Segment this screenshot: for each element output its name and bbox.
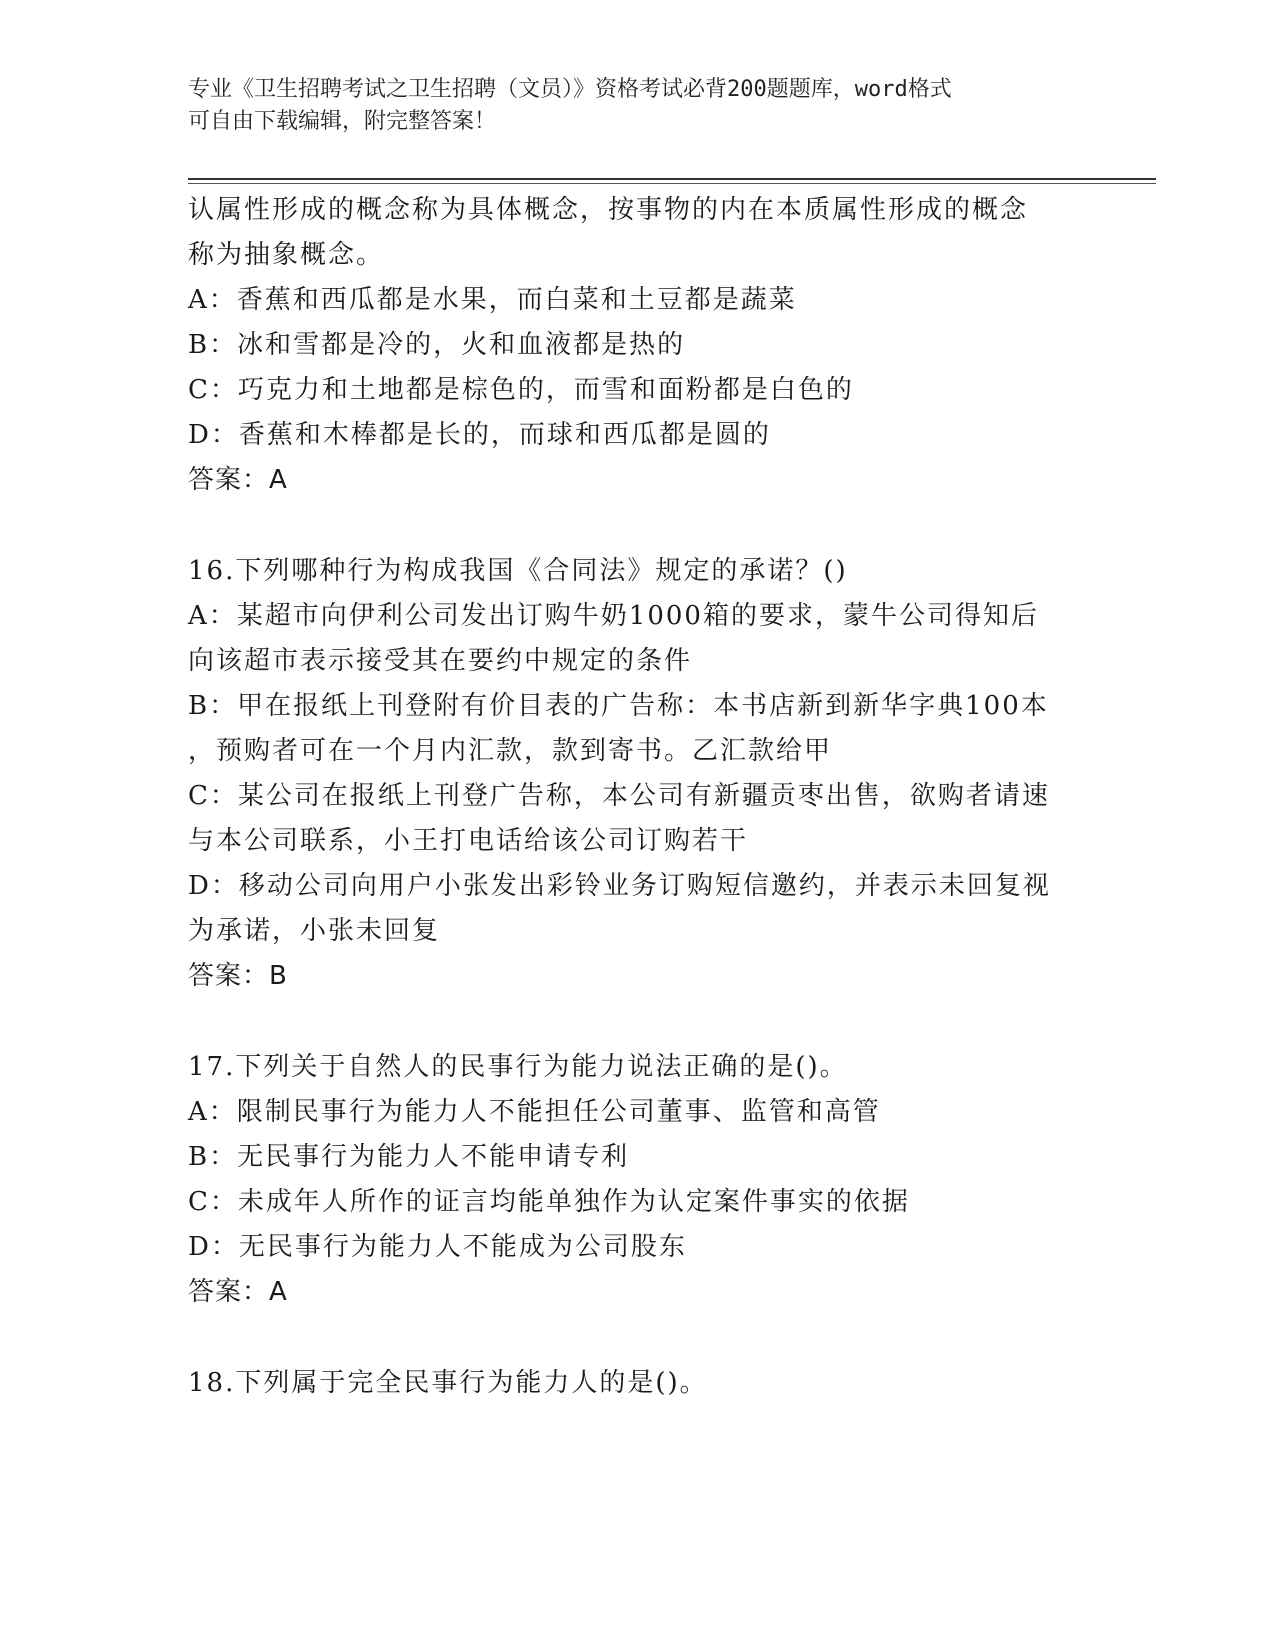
document-header <box>188 74 1088 138</box>
header-divider-thin <box>188 183 1156 184</box>
header-line-2: 可自由下载编辑，附完整答案！ <box>188 109 497 134</box>
option-c-continued: 与本公司联系，小王打电话给该公司订购若干 <box>188 826 749 856</box>
spacer <box>188 999 1088 1045</box>
question-text-line: 认属性形成的概念称为具体概念，按事物的内在本质属性形成的概念 <box>188 195 1029 225</box>
answer-label: 答案：A <box>188 465 288 495</box>
header-line-1: 专业《卫生招聘考试之卫生招聘（文员）》资格考试必背200题题库，word格式 <box>188 77 952 102</box>
option-d: D：无民事行为能力人不能成为公司股东 <box>188 1232 687 1262</box>
option-a: A：某超市向伊利公司发出订购牛奶1000箱的要求，蒙牛公司得知后 <box>188 601 1039 631</box>
option-a: A：限制民事行为能力人不能担任公司董事、监管和高管 <box>188 1097 881 1127</box>
answer-label: 答案：A <box>188 1277 288 1307</box>
option-b: B：冰和雪都是冷的，火和血液都是热的 <box>188 330 686 360</box>
option-c: C：某公司在报纸上刊登广告称，本公司有新疆贡枣出售，欲购者请速 <box>188 781 1050 811</box>
option-d: D：香蕉和木棒都是长的，而球和西瓜都是圆的 <box>188 420 771 450</box>
option-b: B：无民事行为能力人不能申请专利 <box>188 1142 630 1172</box>
option-d-continued: 为承诺，小张未回复 <box>188 916 441 946</box>
option-b-continued: ，预购者可在一个月内汇款，款到寄书。乙汇款给甲 <box>188 736 833 766</box>
spacer <box>188 1315 1088 1361</box>
question-stem: 16.下列哪种行为构成我国《合同法》规定的承诺？() <box>188 556 848 586</box>
question-text-line: 称为抽象概念。 <box>188 240 385 270</box>
document-body <box>188 188 1088 1406</box>
option-d: D：移动公司向用户小张发出彩铃业务订购短信邀约，并表示未回复视 <box>188 871 1051 901</box>
option-a: A：香蕉和西瓜都是水果，而白菜和土豆都是蔬菜 <box>188 285 797 315</box>
option-b: B：甲在报纸上刊登附有价目表的广告称：本书店新到新华字典100本 <box>188 691 1049 721</box>
question-stem: 17.下列关于自然人的民事行为能力说法正确的是()。 <box>188 1052 848 1082</box>
question-stem: 18.下列属于完全民事行为能力人的是()。 <box>188 1368 708 1398</box>
header-divider-thick <box>188 178 1156 180</box>
option-a-continued: 向该超市表示接受其在要约中规定的条件 <box>188 646 693 676</box>
option-c: C：未成年人所作的证言均能单独作为认定案件事实的依据 <box>188 1187 910 1217</box>
spacer <box>188 503 1088 549</box>
option-c: C：巧克力和土地都是棕色的，而雪和面粉都是白色的 <box>188 375 854 405</box>
answer-label: 答案：B <box>188 961 288 991</box>
